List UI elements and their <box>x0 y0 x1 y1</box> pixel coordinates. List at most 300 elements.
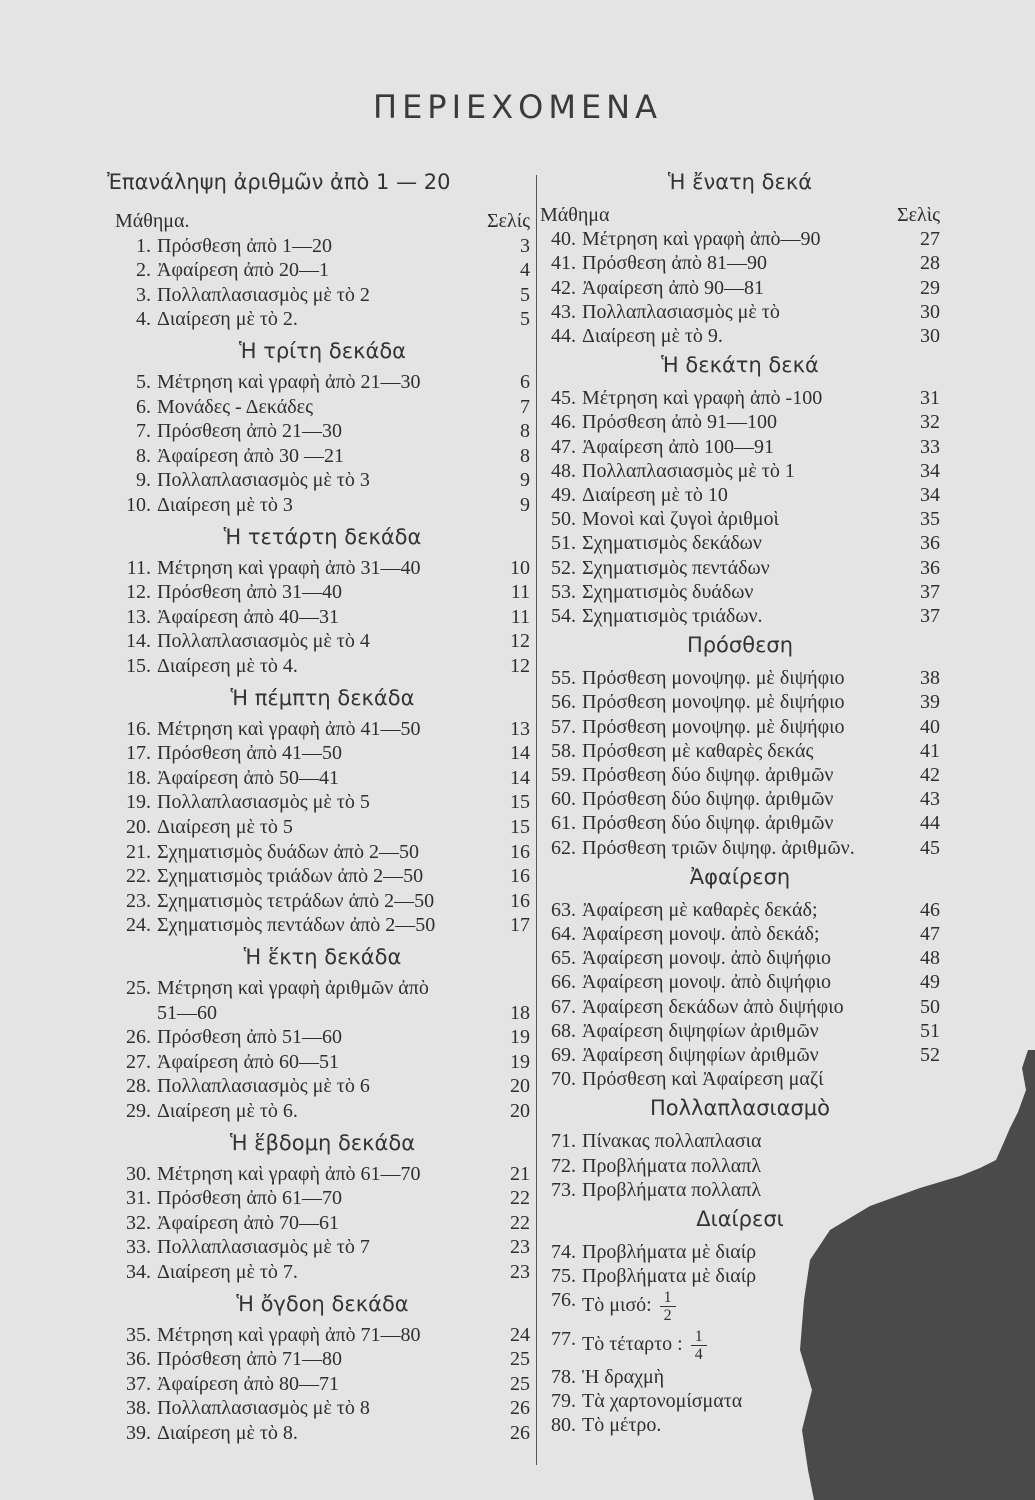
toc-entry <box>540 557 940 582</box>
entry-page: 46 <box>920 898 940 921</box>
entry-page: 8 <box>520 420 530 443</box>
entry-page: 40 <box>920 715 940 738</box>
entry-number: 74. <box>551 1241 576 1263</box>
toc-entry <box>540 581 940 606</box>
toc-entry <box>540 508 940 533</box>
entry-number: 9. <box>136 469 151 492</box>
toc-entry <box>540 325 940 350</box>
entry-number: 61. <box>551 812 576 835</box>
entry-number: 38. <box>126 1397 151 1420</box>
toc-entry <box>540 740 940 765</box>
entry-page: 20 <box>510 1075 530 1098</box>
entry-title: Μέτρηση καὶ γραφὴ ἀπὸ 31—40 <box>157 556 421 579</box>
entry-title: Σχηματισμὸς δεκάδων <box>582 532 762 555</box>
toc-entry <box>115 630 530 655</box>
entry-number: 34. <box>126 1261 151 1283</box>
toc-entry <box>540 899 940 924</box>
entry-number: 6. <box>136 395 151 418</box>
entry-title: Μέτρηση καὶ γραφὴ ἀπὸ 21—30 <box>157 371 421 393</box>
entry-title: Πολλαπλασιασμὸς μὲ τὸ 2 <box>157 283 370 306</box>
entry-title: Πρόσθεση δύο διψηφ. ἀριθμῶν <box>582 812 834 835</box>
entry-page: 10 <box>510 556 530 579</box>
entry-number: 39. <box>126 1422 151 1444</box>
toc-entry <box>115 1002 530 1027</box>
column-header <box>115 210 530 234</box>
fraction-denominator: 2 <box>663 1307 672 1325</box>
entry-number: 47. <box>551 435 576 458</box>
entry-number: 24. <box>126 914 151 937</box>
toc-entry <box>115 396 530 421</box>
entry-title: Σχηματισμὸς τριάδων. <box>582 605 763 627</box>
entry-number: 72. <box>551 1154 576 1177</box>
entry-page: 11 <box>510 581 530 604</box>
entry-title: Πρόσθεση δύο διψηφ. ἀριθμῶν <box>582 764 834 786</box>
toc-entry <box>540 252 940 277</box>
entry-number: 62. <box>551 836 576 859</box>
entry-number: 41. <box>551 252 576 275</box>
entry-page: 5 <box>520 308 530 331</box>
entry-number: 5. <box>136 371 151 393</box>
toc-entry <box>115 816 530 841</box>
entry-number: 68. <box>551 1019 576 1042</box>
toc-entry <box>540 812 940 837</box>
entry-title: Ἀφαίρεση μὲ καθαρὲς δεκάδ; <box>582 898 818 921</box>
entry-title: Πρόσθεση ἀπὸ 1—20 <box>157 234 332 257</box>
toc-entry <box>115 1026 530 1051</box>
entry-number: 4. <box>136 308 151 331</box>
toc-entry <box>540 837 940 862</box>
toc-entry <box>115 1051 530 1076</box>
entry-number: 23. <box>126 889 151 912</box>
entry-title: Διαίρεση μὲ τὸ 8. <box>157 1422 298 1444</box>
toc-entry <box>115 977 530 1002</box>
entry-title: Ἡ δραχμὴ <box>582 1365 665 1388</box>
toc-entry <box>540 923 940 948</box>
toc-entry <box>115 841 530 866</box>
entry-number: 33. <box>126 1236 151 1259</box>
entry-number: 65. <box>551 947 576 970</box>
toc-entry <box>540 691 940 716</box>
entry-page: 6 <box>520 371 530 393</box>
entry-title: Διαίρεση μὲ τὸ 9. <box>582 325 723 347</box>
entry-title: Ἀφαίρεση ἀπὸ 100—91 <box>582 435 775 458</box>
toc-entry <box>540 460 940 485</box>
entry-page: 51 <box>920 1019 940 1042</box>
entry-number: 79. <box>551 1390 576 1412</box>
toc-entry <box>115 767 530 792</box>
column-divider <box>536 175 537 1465</box>
entry-number: 57. <box>551 715 576 738</box>
entry-title: Πρόσθεση μὲ καθαρὲς δεκάς <box>582 739 814 762</box>
entry-title: Ἀφαίρεση ἀπὸ 40—31 <box>157 605 340 628</box>
toc-entry <box>115 420 530 445</box>
section-heading: Ἡ τρίτη δεκάδα <box>238 339 407 363</box>
entry-page: 28 <box>920 252 940 275</box>
entry-page: 8 <box>520 444 530 467</box>
entry-title: Ἀφαίρεση διψηφίων ἀριθμῶν <box>582 1019 819 1042</box>
entry-number: 3. <box>136 283 151 306</box>
entry-number: 50. <box>551 508 576 531</box>
entry-number: 60. <box>551 788 576 811</box>
entry-title: Πρόσθεση μονοψηφ. μὲ διψήφιο <box>582 667 845 690</box>
section-heading: Ἡ ἔνατη δεκά <box>667 170 813 194</box>
entry-page: 23 <box>510 1236 530 1259</box>
entry-number: 45. <box>551 387 576 410</box>
toc-entry <box>115 914 530 939</box>
entry-title: Πολλαπλασιασμὸς μὲ τὸ 7 <box>157 1236 370 1259</box>
entry-page: 21 <box>510 1162 530 1185</box>
entry-page: 16 <box>510 840 530 863</box>
entry-page: 26 <box>510 1397 530 1420</box>
entry-title: Πίνακας πολλαπλασια <box>582 1130 762 1153</box>
entry-page: 33 <box>920 435 940 458</box>
entry-title: Διαίρεση μὲ τὸ 3 <box>157 494 293 516</box>
entry-page: 25 <box>510 1372 530 1395</box>
entry-number: 31. <box>126 1187 151 1210</box>
toc-entry <box>540 605 940 630</box>
entry-title: Πολλαπλασιασμὸς μὲ τὸ 4 <box>157 630 370 653</box>
entry-number: 1. <box>136 234 151 257</box>
entry-title: Ἀφαίρεση μονοψ. ἀπὸ διψήφιο <box>582 947 832 970</box>
entry-number: 40. <box>551 228 576 251</box>
entry-page: 23 <box>510 1261 530 1283</box>
entry-page: 49 <box>920 971 940 994</box>
section-heading: Ἡ πέμπτη δεκάδα <box>230 685 415 710</box>
entry-number: 59. <box>551 764 576 786</box>
entry-title: Πρόσθεση μονοψηφ. μὲ διψήφιο <box>582 691 845 714</box>
entry-title: Σχηματισμὸς δυάδων ἀπὸ 2—50 <box>157 840 420 863</box>
toc-entry <box>115 1075 530 1100</box>
toc-entry <box>115 718 530 743</box>
entry-page: 14 <box>510 742 530 765</box>
fraction-numerator: 1 <box>660 1289 676 1307</box>
entry-number: 55. <box>551 667 576 690</box>
entry-title: Τὸ μισό: $\frac{1}{2}$ <box>582 1289 676 1324</box>
entry-number: 44. <box>551 325 576 347</box>
toc-entry <box>115 1422 530 1447</box>
section-heading: Ἡ δεκάτη δεκά <box>661 353 819 378</box>
entry-number: 67. <box>551 995 576 1018</box>
entry-page: 26 <box>510 1422 530 1444</box>
toc-entry <box>115 1373 530 1398</box>
entry-title: Διαίρεση μὲ τὸ 2. <box>157 308 298 331</box>
section-heading: Ἡ τετάρτη δεκάδα <box>223 524 422 549</box>
entry-title: Πολλαπλασιασμὸς μὲ τὸ <box>582 300 780 323</box>
toc-entry <box>115 1236 530 1261</box>
entry-number: 69. <box>551 1044 576 1066</box>
entry-page: 48 <box>920 947 940 970</box>
toc-entry <box>115 259 530 284</box>
toc-entry <box>540 996 940 1021</box>
toc-entry <box>115 371 530 396</box>
entry-page: 3 <box>520 234 530 257</box>
entry-number: 19. <box>126 791 151 814</box>
toc-entry <box>115 235 530 260</box>
toc-entry <box>540 484 940 509</box>
toc-entry <box>115 581 530 606</box>
entry-number: 54. <box>551 605 576 627</box>
entry-page: 24 <box>510 1323 530 1346</box>
toc-entry <box>115 742 530 767</box>
entry-title: Πρόσθεση μονοψηφ. μὲ διψήφιο <box>582 715 845 738</box>
entry-page: 41 <box>920 739 940 762</box>
entry-page: 14 <box>510 766 530 789</box>
entry-page: 44 <box>920 812 940 835</box>
entry-page: 37 <box>920 605 940 627</box>
entry-page: 36 <box>920 556 940 579</box>
entry-title: Τὸ τέταρτο : $\frac{1}{4}$ <box>582 1328 707 1363</box>
entry-title: Σχηματισμὸς τριάδων ἀπὸ 2—50 <box>157 865 424 888</box>
toc-entry <box>540 277 940 302</box>
entry-title: Σχηματισμὸς πεντάδων ἀπὸ 2—50 <box>157 914 436 937</box>
entry-number: 49. <box>551 484 576 506</box>
toc-entry <box>115 308 530 333</box>
toc-entry <box>115 1100 530 1125</box>
toc-entry <box>115 284 530 309</box>
entry-title: Διαίρεση μὲ τὸ 10 <box>582 484 728 506</box>
entry-title: Προβλήματα πολλαπλ <box>582 1178 762 1201</box>
entry-title: Σχηματισμὸς τετράδων ἀπὸ 2—50 <box>157 889 435 912</box>
entry-title: Σχηματισμὸς δυάδων <box>582 580 754 603</box>
entry-number: 53. <box>551 580 576 603</box>
entry-title: Πρόσθεση ἀπὸ 21—30 <box>157 420 342 443</box>
entry-title: Ἀφαίρεση μονοψ. ἀπὸ δεκάδ; <box>582 923 820 945</box>
entry-page: 45 <box>920 836 940 859</box>
toc-entry <box>115 445 530 470</box>
toc-entry <box>540 387 940 412</box>
fraction <box>691 1328 707 1363</box>
entry-title: Ἀφαίρεση μονοψ. ἀπὸ διψήφιο <box>582 971 832 994</box>
entry-title: Μέτρηση καὶ γραφὴ ἀπὸ—90 <box>582 228 821 251</box>
entry-page: 30 <box>920 300 940 323</box>
entry-title: Ἀφαίρεση ἀπὸ 60—51 <box>157 1050 340 1073</box>
toc-entry <box>540 716 940 741</box>
entry-page: 35 <box>920 508 940 531</box>
entry-title: Ἀφαίρεση δεκάδων ἀπὸ διψήφιο <box>582 995 844 1018</box>
page-label: Σελὶς <box>896 204 940 226</box>
entry-number: 43. <box>551 300 576 323</box>
entry-number: 20. <box>126 816 151 838</box>
entry-page: 27 <box>920 228 940 251</box>
toc-entry <box>540 764 940 789</box>
toc-entry <box>540 532 940 557</box>
toc-entry <box>115 890 530 915</box>
entry-title: Ἀφαίρεση ἀπὸ 80—71 <box>157 1372 340 1395</box>
entry-number: 17. <box>126 742 151 765</box>
section-heading: Πρόσθεση <box>686 633 794 658</box>
entry-title: Μέτρηση καὶ γραφὴ ἀπὸ 61—70 <box>157 1162 421 1185</box>
lesson-label: Μάθημα <box>540 204 610 226</box>
entry-number: 73. <box>551 1178 576 1201</box>
entry-title: Σχηματισμὸς πεντάδων <box>582 556 770 579</box>
toc-entry <box>540 301 940 326</box>
section-heading: Ἐπανάληψη ἀριθμῶν ἀπὸ 1 — 20 <box>107 170 451 194</box>
entry-number: 12. <box>126 581 151 604</box>
entry-title: Πρόσθεση ἀπὸ 51—60 <box>157 1026 342 1049</box>
entry-number: 42. <box>551 276 576 299</box>
section-heading: Ἡ ἕκτη δεκάδα <box>243 945 402 969</box>
entry-number: 66. <box>551 971 576 994</box>
entry-number: 64. <box>551 923 576 945</box>
entry-page: 18 <box>510 1001 530 1024</box>
entry-title: Διαίρεση μὲ τὸ 5 <box>157 816 293 838</box>
entry-number: 56. <box>551 691 576 714</box>
toc-entry <box>540 411 940 436</box>
entry-number: 28. <box>126 1075 151 1098</box>
toc-entry <box>115 1397 530 1422</box>
entry-page: 9 <box>520 469 530 492</box>
entry-title: Μονοὶ καὶ ζυγοὶ ἀριθμοὶ <box>582 508 779 531</box>
entry-number: 30. <box>126 1162 151 1185</box>
entry-page: 29 <box>920 276 940 299</box>
entry-title: Πολλαπλασιασμὸς μὲ τὸ 6 <box>157 1075 370 1098</box>
entry-number: 80. <box>551 1414 576 1437</box>
entry-number: 16. <box>126 717 151 740</box>
page-label: Σελίς <box>486 210 530 232</box>
entry-title: Μέτρηση καὶ γραφὴ ἀριθμῶν ἀπὸ <box>157 977 429 999</box>
entry-title: Πολλαπλασιασμὸς μὲ τὸ 1 <box>582 459 795 482</box>
toc-entry <box>115 1187 530 1212</box>
entry-page: 34 <box>920 484 940 506</box>
entry-page: 42 <box>920 764 940 786</box>
toc-entry <box>540 228 940 253</box>
column-header <box>540 204 940 228</box>
entry-number: 37. <box>126 1372 151 1395</box>
entry-number: 52. <box>551 556 576 579</box>
page-title: ΠΕΡΙΕΧΟΜΕΝΑ <box>373 88 662 126</box>
lesson-label: Μάθημα. <box>115 210 190 232</box>
entry-page: 22 <box>510 1211 530 1234</box>
entry-title: Ἀφαίρεση ἀπὸ 90—81 <box>582 276 765 299</box>
toc-entry <box>115 655 530 680</box>
entry-title: Πρόσθεση ἀπὸ 91—100 <box>582 411 777 434</box>
entry-page: 43 <box>920 788 940 811</box>
entry-page: 16 <box>510 889 530 912</box>
entry-page: 36 <box>920 532 940 555</box>
toc-entry <box>115 865 530 890</box>
entry-title: Πρόσθεση ἀπὸ 61—70 <box>157 1187 342 1210</box>
entry-title: Πολλαπλασιασμὸς μὲ τὸ 5 <box>157 791 370 814</box>
entry-number: 25. <box>126 977 151 999</box>
entry-title: Ἀφαίρεση διψηφίων ἀριθμῶν <box>582 1044 819 1066</box>
section-heading: Ἡ ἕβδομη δεκάδα <box>229 1130 416 1155</box>
fraction-numerator: 1 <box>691 1328 707 1346</box>
entry-number: 11. <box>126 556 151 579</box>
entry-number: 21. <box>126 840 151 863</box>
toc-entry <box>540 788 940 813</box>
entry-number: 76. <box>551 1289 576 1312</box>
entry-page: 30 <box>920 325 940 347</box>
entry-number: 35. <box>126 1323 151 1346</box>
toc-entry <box>115 1324 530 1349</box>
entry-page: 31 <box>920 387 940 410</box>
entry-page: 50 <box>920 995 940 1018</box>
entry-number: 77. <box>551 1327 576 1350</box>
toc-entry <box>115 1348 530 1373</box>
entry-page: 20 <box>510 1100 530 1122</box>
torn-paper-area <box>800 1050 1035 1500</box>
entry-page: 15 <box>510 791 530 814</box>
entry-title: Πρόσθεση δύο διψηφ. ἀριθμῶν <box>582 788 834 811</box>
toc-entry <box>540 667 940 692</box>
entry-title: Μέτρηση καὶ γραφὴ ἀπὸ 71—80 <box>157 1323 421 1346</box>
entry-title: Πολλαπλασιασμὸς μὲ τὸ 3 <box>157 469 370 492</box>
entry-number: 7. <box>136 420 151 443</box>
entry-number: 71. <box>551 1130 576 1153</box>
entry-title: Ἀφαίρεση ἀπὸ 20—1 <box>157 259 330 282</box>
entry-page: 12 <box>510 630 530 653</box>
entry-number: 48. <box>551 459 576 482</box>
fraction <box>660 1289 676 1324</box>
entry-number: 10. <box>126 494 151 516</box>
entry-title: Μέτρηση καὶ γραφὴ ἀπὸ 41—50 <box>157 717 421 740</box>
entry-title: Τὸ μέτρο. <box>582 1414 662 1437</box>
entry-number: 78. <box>551 1365 576 1388</box>
toc-entry <box>115 494 530 519</box>
entry-title: Μονάδες - Δεκάδες <box>157 395 313 418</box>
toc-entry <box>115 1212 530 1237</box>
entry-page: 39 <box>920 691 940 714</box>
toc-entry <box>540 436 940 461</box>
entry-number: 32. <box>126 1211 151 1234</box>
entry-page: 4 <box>520 259 530 282</box>
entry-title: Πολλαπλασιασμὸς μὲ τὸ 8 <box>157 1397 370 1420</box>
entry-page: 17 <box>510 914 530 937</box>
toc-entry <box>115 469 530 494</box>
entry-title: Πρόσθεση τριῶν διψηφ. ἀριθμῶν. <box>582 836 855 859</box>
entry-page: 37 <box>920 580 940 603</box>
entry-page: 13 <box>510 717 530 740</box>
entry-title: Ἀφαίρεση ἀπὸ 70—61 <box>157 1211 340 1234</box>
entry-page: 32 <box>920 411 940 434</box>
entry-page: 12 <box>510 655 530 677</box>
toc-entry <box>540 947 940 972</box>
entry-title: Ἀφαίρεση ἀπὸ 30 —21 <box>157 444 345 467</box>
toc-entry <box>540 971 940 996</box>
entry-number: 13. <box>126 605 151 628</box>
entry-title: Πρόσθεση ἀπὸ 41—50 <box>157 742 342 765</box>
entry-number: 46. <box>551 411 576 434</box>
entry-title: Πρόσθεση ἀπὸ 71—80 <box>157 1348 342 1371</box>
entry-title: Διαίρεση μὲ τὸ 7. <box>157 1261 298 1283</box>
entry-title: Προβλήματα μὲ διαίρ <box>582 1241 757 1263</box>
entry-page: 47 <box>920 923 940 945</box>
entry-page: 9 <box>520 494 530 516</box>
entry-page: 25 <box>510 1348 530 1371</box>
entry-title: Τὰ χαρτονομίσματα <box>582 1390 743 1412</box>
entry-page: 15 <box>510 816 530 838</box>
entry-page: 34 <box>920 459 940 482</box>
entry-page: 19 <box>510 1026 530 1049</box>
entry-title: Μέτρηση καὶ γραφὴ ἀπὸ -100 <box>582 387 823 410</box>
toc-entry <box>115 1163 530 1188</box>
entry-title: Προβλήματα μὲ διαίρ <box>582 1265 757 1288</box>
entry-number: 22. <box>126 865 151 888</box>
entry-title: Διαίρεση μὲ τὸ 6. <box>157 1100 298 1122</box>
entry-number: 75. <box>551 1265 576 1288</box>
entry-number: 8. <box>136 444 151 467</box>
toc-entry <box>115 557 530 582</box>
entry-page: 52 <box>920 1044 940 1066</box>
toc-entry <box>540 1020 940 1045</box>
entry-number: 18. <box>126 766 151 789</box>
entry-number: 29. <box>126 1100 151 1122</box>
entry-number: 14. <box>126 630 151 653</box>
toc-entry <box>115 606 530 631</box>
entry-title: Πρόσθεση ἀπὸ 31—40 <box>157 581 342 604</box>
entry-number: 15. <box>126 655 151 677</box>
fraction-denominator: 4 <box>694 1345 703 1363</box>
